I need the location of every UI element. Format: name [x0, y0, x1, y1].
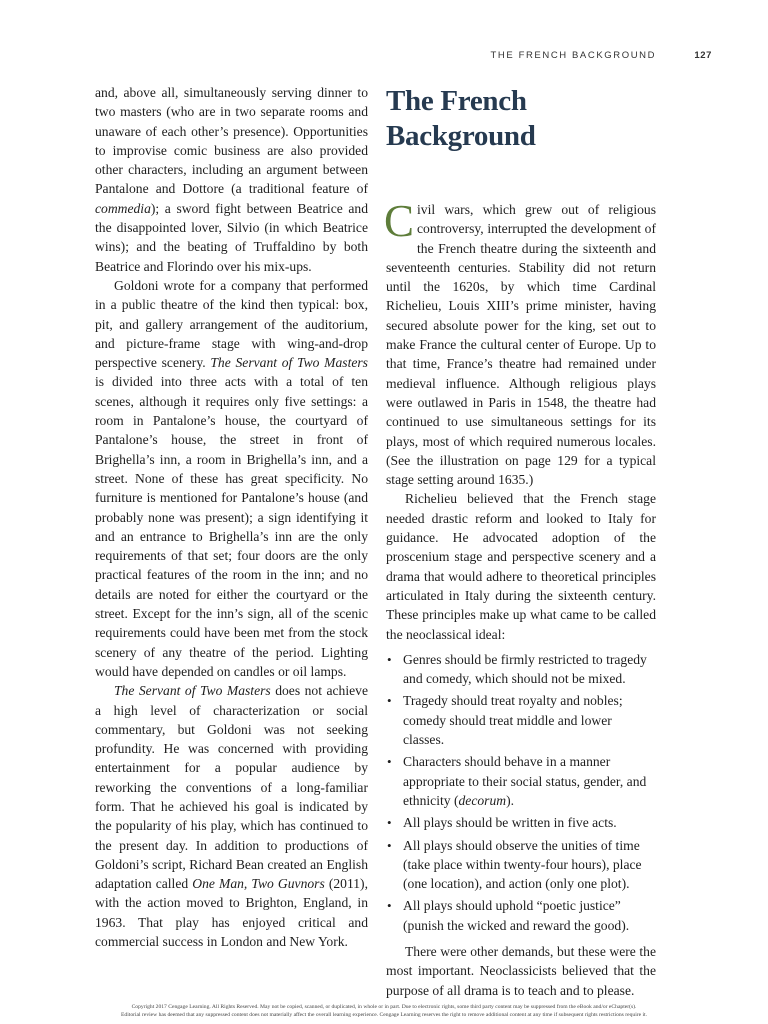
running-title: THE FRENCH BACKGROUND: [490, 50, 657, 61]
list-item: • All plays should observe the unities of time (take place within twenty-four hours), place (one location), and action (only one plot).: [386, 836, 656, 894]
section-title: [386, 84, 656, 154]
copyright-notice: [0, 1003, 768, 1019]
page-number: 127: [694, 50, 712, 61]
right-paragraph-1: [384, 196, 656, 489]
running-head: [491, 50, 712, 61]
right-paragraph-1-text: ivil wars, which grew out of religious controversy, interrupted the development of the French theatre during the sixteenth and seventeenth centuries. Stability did not return until the 1620s, by which time Cardinal Richelieu, Louis XIII’s prime minister, having secured absolute power for the king, set out to make France the cultural center of Europe. Up to that time, France’s theatre had remained under medieval influence. Although religious plays were outlawed in Paris in 1548, the theatre had continued to use simultaneous settings for its plays, most of which required numerous locales. (See the illustration on page 129 for a typical stage setting around 1635.): [386, 202, 656, 488]
right-paragraph-3: There were other demands, but these were the most important. Neoclassicists believed that the purpose of all drama is to teach and to please.: [386, 943, 656, 998]
italic-title: commedia: [95, 200, 151, 216]
left-paragraph-3: The Servant of Two Masters does not achieve a high level of characterization or social commentary, but Goldoni was not seeking profundity. He was concerned with providing entertainment for a popular audience by reworking the conventions of a long-familiar form. That he achieved his goal is indicated by the popularity of his play, which has continued to the present day. In addition to productions of Goldoni’s script, Richard Bean created an English adaptation called One Man, Two Guvnors (2011), with the action moved to Brighton, England, in 1963. That play has enjoyed critical and commercial success in London and New York.: [95, 683, 368, 950]
list-item: • All plays should be written in five acts.: [386, 813, 656, 832]
drop-cap: C: [384, 196, 415, 246]
left-column: [95, 83, 368, 951]
section-title-line-1: The French: [386, 85, 527, 117]
copyright-line-2: Editorial review has deemed that any suppressed content does not materially affect the overall learning experience. Cengage Learning reserves the right to remove additional content at any time if subsequent rights restrictions require it.: [121, 1012, 647, 1018]
list-item: • Characters should behave in a manner appropriate to their social status, gender, and ethnicity (decorum).: [386, 752, 656, 810]
neoclassical-ideal-list: [386, 650, 656, 935]
copyright-line-1: Copyright 2017 Cengage Learning. All Rights Reserved. May not be copied, scanned, or duplicated, in whole or in part. Due to electronic rights, some third party content may be suppressed from the eBook and/or eChapter(s).: [131, 1004, 637, 1010]
section-title-line-2: Background: [386, 120, 536, 152]
italic-title: decorum: [458, 792, 507, 808]
list-item: • Tragedy should treat royalty and nobles; comedy should treat middle and lower classes.: [386, 691, 656, 749]
list-item: • Genres should be firmly restricted to tragedy and comedy, which should not be mixed.: [386, 650, 656, 689]
italic-title: The Servant of Two Masters: [210, 355, 368, 371]
left-paragraph-1: and, above all, simultaneously serving dinner to two masters (who are in two separate rooms and unaware of each other’s presence). Opportunities to improvise comic business are also provided other characters, including an argument between Pantalone and Dottore (a traditional feature of commedia); a sword fight between Beatrice and the disappointed lover, Silvio (in which Beatrice wins); and the beating of Truffaldino by both Beatrice and Florindo over his mix-ups.: [95, 85, 368, 274]
left-paragraph-2: Goldoni wrote for a company that performed in a public theatre of the kind then typical: box, pit, and gallery arrangement of the auditorium, and picture-frame stage with wing-and-drop perspective scenery. The Servant of Two Masters is divided into three acts with a total of ten scenes, although it requires only five settings: a room in Pantalone’s house, the courtyard of Pantalone’s house, the street in front of Brighella’s inn, a room in Brighella’s inn, and a street. None of these has great specificity. No furniture is mentioned for Pantalone’s house (and probably none was present); a sign identifying it and an entrance to Brighella’s inn are the only requirements of that set; four doors are the only practical features of the room in the inn; and no details are noted for either the courtyard or the street. Except for the inn’s sign, all of the scenic requirements could have been met from the stock scenery of any theatre of the period. Lighting would have depended on candles or oil lamps.: [95, 277, 368, 679]
right-paragraph-2: Richelieu believed that the French stage needed drastic reform and looked to Italy for guidance. He advocated adoption of the proscenium stage and perspective scenery and a drama that would adhere to theoretical principles articulated in Italy during the sixteenth century. These principles make up what came to be called the neoclassical ideal:: [386, 491, 656, 642]
italic-title: The Servant of Two Masters: [114, 683, 271, 699]
list-item: • All plays should uphold “poetic justice” (punish the wicked and reward the good).: [386, 896, 656, 935]
right-column: [386, 84, 656, 1000]
italic-title: One Man, Two Guvnors: [192, 876, 325, 892]
